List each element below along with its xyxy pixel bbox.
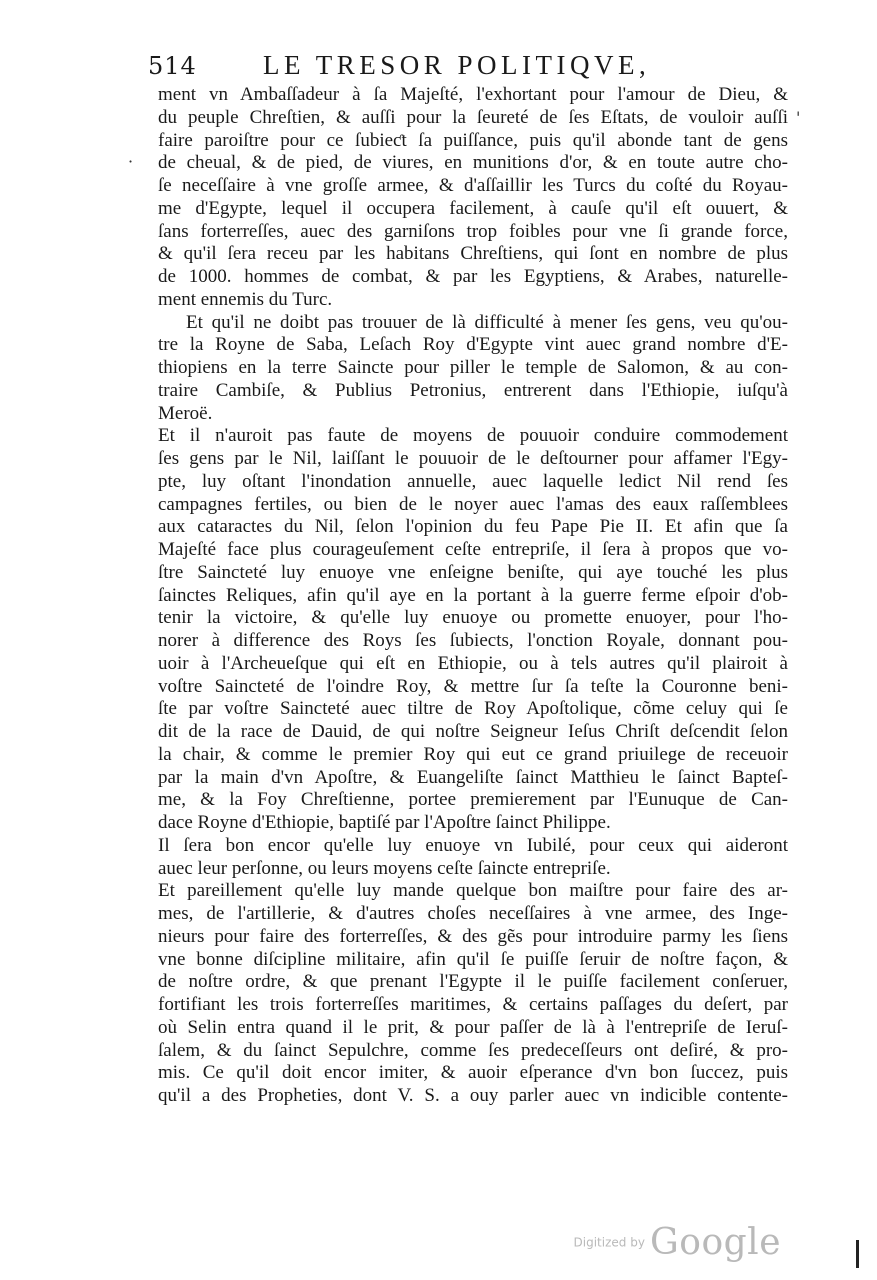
text-line: pte, luy oſtant l'inondation annuelle, auec laquelle ledict Nil rend ſes (158, 470, 788, 492)
text-line: tre la Royne de Saba, Leſach Roy d'Egypte vint auec grand nombre d'E- (158, 334, 788, 356)
digitized-watermark (574, 1222, 781, 1263)
text-line: me, & la Foy Chreſtienne, portee premierement par l'Eunuque de Can- (158, 789, 788, 811)
text-line: dit de la race de Dauid, de qui noſtre Seigneur Ieſus Chriſt deſcendit ſelon (158, 721, 788, 742)
text-line: tenir la victoire, & qu'elle luy enuoye ou promette enuoyer, pour l'ho- (158, 607, 788, 629)
text-line: dace Royne d'Ethiopie, baptiſé par l'Apoſtre ſainct Philippe. (158, 812, 611, 833)
text-line: Et il n'auroit pas faute de moyens de pouuoir conduire commodement (158, 425, 788, 447)
text-line: mes, de l'artillerie, & d'autres choſes neceſſaires à vne armee, des Inge- (158, 903, 788, 924)
text-line: me d'Egypte, lequel il occupera facilement, à cauſe qu'il eſt ouuert, & (158, 197, 788, 219)
text-line: ſe neceſſaire à vne groſſe armee, & d'aſſaillir les Turcs du coſté du Royau- (158, 175, 788, 196)
text-line: où Selin entra quand il le prit, & pour paſſer de là à l'entrepriſe de Ieruſ- (158, 1016, 788, 1038)
margin-mark: ' (796, 108, 801, 127)
watermark-prefix: Digitized by (573, 1235, 645, 1250)
text-line: traire Cambiſe, & Publius Petronius, entrerent dans l'Ethiopie, iuſqu'à (158, 379, 788, 401)
text-line: ſte par voſtre Saincteté auec tiltre de Roy Apoſtolique, cõme celuy qui ſe (158, 698, 788, 720)
google-logo: Google (650, 1222, 781, 1263)
page-header (148, 50, 788, 84)
text-line: faire paroiſtre pour ce ſubieƈt ſa puiſſance, puis qu'il abonde tant de gens (158, 129, 788, 151)
text-line: ſtre Saincteté luy enuoye vne enſeigne beniſte, qui aye touché les plus (158, 561, 788, 583)
text-line: thiopiens en la terre Saincte pour piller le temple de Salomon, & au con- (158, 357, 788, 378)
text-line: ſalem, & du ſainct Sepulchre, comme ſes predeceſſeurs ont deſiré, & pro- (158, 1039, 788, 1061)
text-line: & qu'il ſera receu par les habitans Chreſtiens, qui ſont en nombre de plus (158, 243, 788, 265)
text-line: Et pareillement qu'elle luy mande quelque bon maiſtre pour faire des ar- (158, 880, 788, 902)
text-line: Majeſté face plus courageuſement ceſte entrepriſe, il ſera à propos que vo- (158, 539, 788, 560)
text-line: ſes gens par le Nil, laiſſant le pouuoir de le deſtourner pour affamer l'Egy- (158, 448, 788, 469)
text-line: uoir à l'Archeueſque qui eſt en Ethiopie, ou à tels autres qu'il plairoit à (158, 652, 788, 674)
text-line: nieurs pour faire des forterreſſes, & des gẽs pour introduire parmy les ſiens (158, 925, 788, 947)
text-line: qu'il a des Propheties, dont V. S. a ouy parler auec vn indicible contente- (158, 1085, 788, 1106)
page-number: 514 (148, 52, 197, 80)
text-line: de 1000. hommes de combat, & par les Egyptiens, & Arabes, naturelle- (158, 266, 788, 287)
text-line: ment vn Ambaſſadeur à ſa Majeſté, l'exhortant pour l'amour de Dieu, & (158, 84, 788, 105)
text-line: ſans forterreſſes, auec des garniſons trop foibles pour vne ſi grande force, (158, 220, 788, 242)
text-line: campagnes fertiles, ou bien de le noyer auec l'amas des eaux raſſemblees (158, 493, 788, 515)
text-line: Meroë. (158, 402, 213, 424)
running-title: LE TRESOR POLITIQVE, (263, 50, 651, 80)
text-line: voſtre Saincteté de l'oindre Roy, & mettre ſur ſa teſte la Couronne beni- (158, 675, 788, 697)
text-line: vne bonne diſcipline militaire, afin qu'il ſe puiſſe ſeruir de noſtre façon, & (158, 948, 788, 970)
text-line: mis. Ce qu'il doit encor imiter, & auoir eſperance d'vn bon ſuccez, puis (158, 1062, 788, 1084)
text-line: auec leur perſonne, ou leurs moyens ceſte ſaincte entrepriſe. (158, 857, 611, 879)
page-edge-mark (856, 1240, 859, 1268)
margin-mark: · (128, 152, 134, 171)
text-line: de cheual, & de pied, de viures, en munitions d'or, & en toute autre cho- (158, 152, 788, 174)
text-line: ſainctes Reliques, afin qu'il aye en la portant à la guerre ferme eſpoir d'ob- (158, 584, 788, 606)
text-line: de noſtre ordre, & que prenant l'Egypte il le puiſſe facilement conſeruer, (158, 971, 788, 993)
text-line: fortifiant les trois forterreſſes maritimes, & certains paſſages du deſert, par (158, 994, 788, 1015)
text-line: la chair, & comme le premier Roy qui eut ce grand priuilege de receuoir (158, 743, 788, 765)
text-line: par la main d'vn Apoſtre, & Euangeliſte ſainct Matthieu le ſainct Bapteſ- (158, 766, 788, 788)
text-line: Et qu'il ne doibt pas trouuer de là difficulté à mener ſes gens, veu qu'ou- (186, 311, 788, 333)
text-line: du peuple Chreſtien, & auſſi pour la ſeureté de ſes Eſtats, de vouloir auſſi (158, 106, 788, 128)
body-text (158, 84, 788, 1108)
text-line: aux cataractes du Nil, ſelon l'opinion du feu Pape Pie II. Et afin que ſa (158, 516, 788, 538)
text-line: ment ennemis du Turc. (158, 288, 333, 310)
text-line: Il ſera bon encor qu'elle luy enuoye vn Iubilé, pour ceux qui aideront (158, 834, 788, 856)
text-line: norer à difference des Roys ſes ſubiects, l'onction Royale, donnant pou- (158, 630, 788, 651)
